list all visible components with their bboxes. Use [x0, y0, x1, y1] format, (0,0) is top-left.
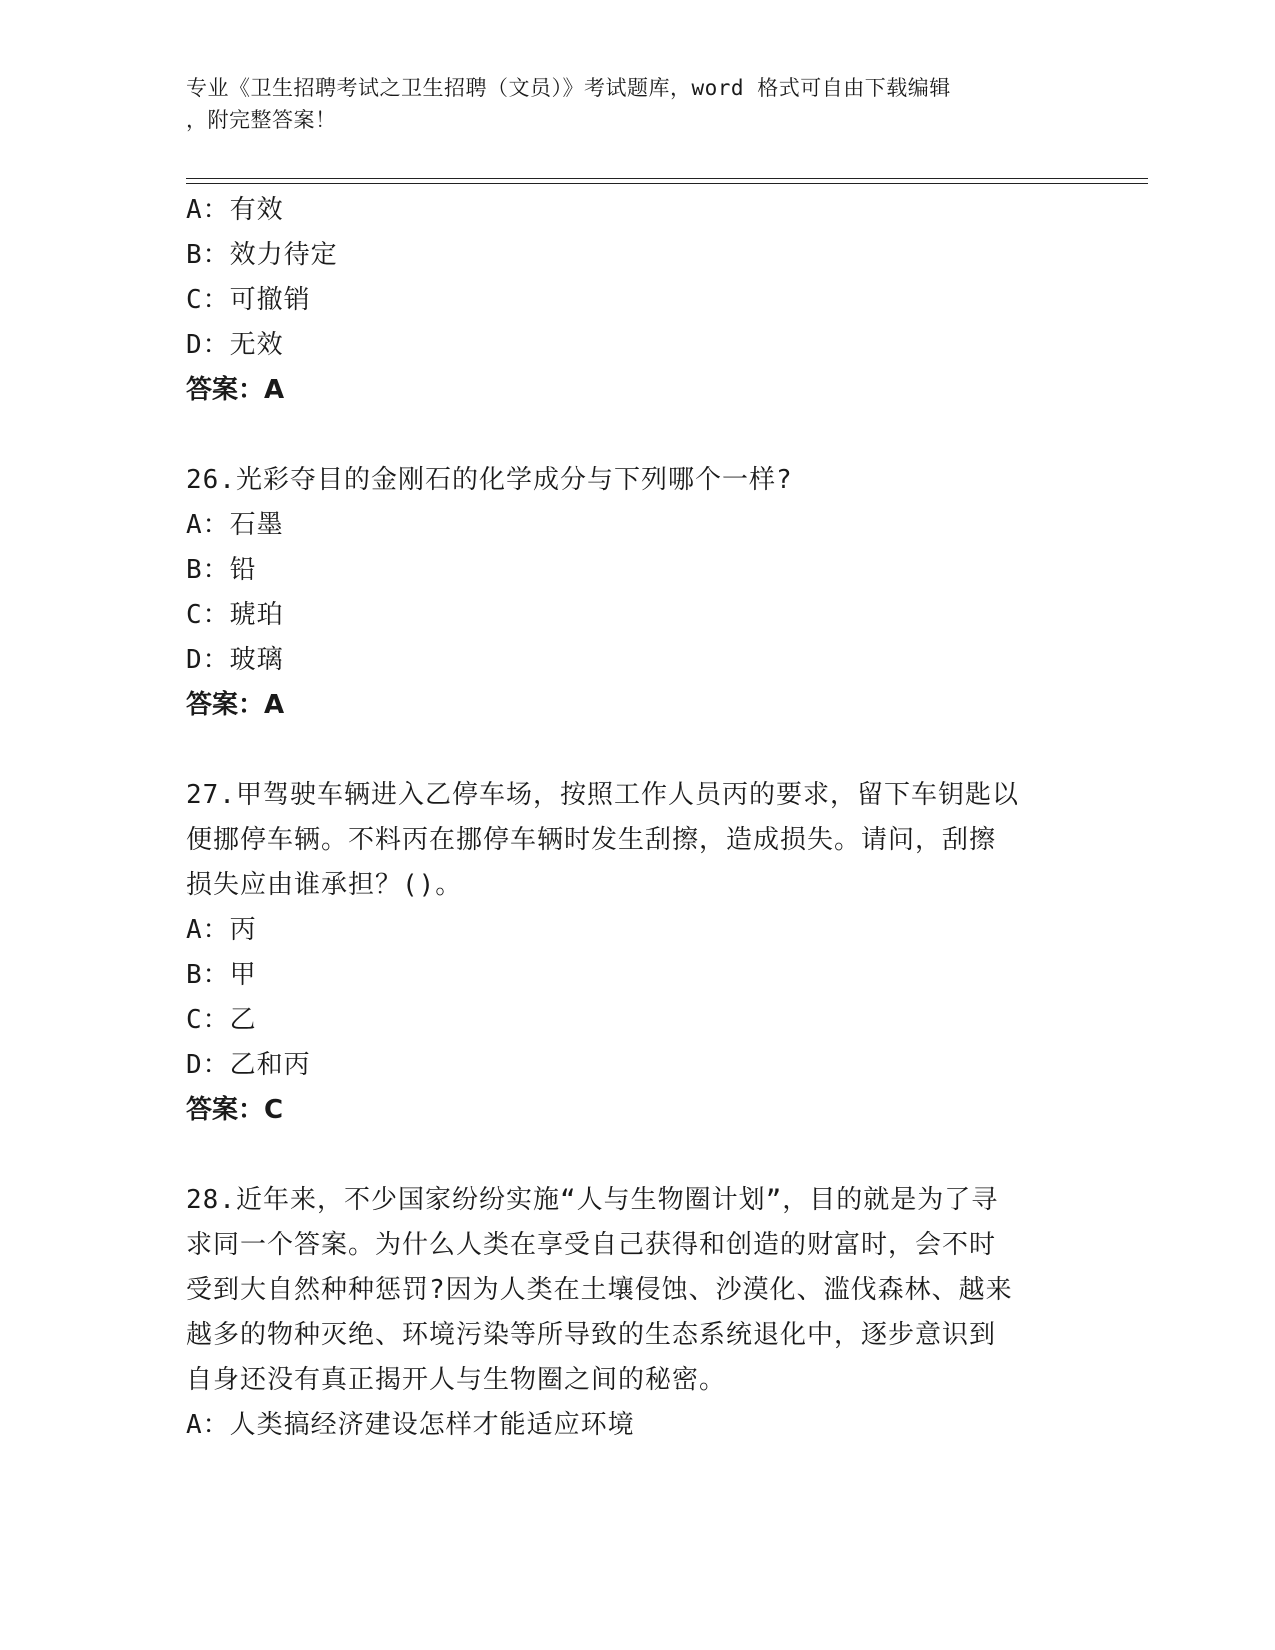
- header-divider-top: [186, 178, 1148, 179]
- question-25: [186, 188, 1086, 413]
- option-d: D：玻璃: [186, 645, 284, 675]
- header-line-1: 专业《卫生招聘考试之卫生招聘（文员）》考试题库，word 格式可自由下载编辑: [186, 76, 951, 100]
- question-26: [186, 458, 1086, 728]
- question-28: [186, 1178, 1086, 1448]
- question-text: 26.光彩夺目的金刚石的化学成分与下列哪个一样?: [186, 465, 793, 495]
- option-a: A：有效: [186, 195, 284, 225]
- header-divider-bottom: [186, 183, 1148, 184]
- header-line-2: ，附完整答案！: [186, 108, 337, 132]
- option-d: D：无效: [186, 330, 284, 360]
- answer: 答案：A: [186, 690, 285, 720]
- answer: 答案：A: [186, 375, 285, 405]
- answer: 答案：C: [186, 1095, 284, 1125]
- option-c: C：琥珀: [186, 600, 284, 630]
- option-b: B：铅: [186, 555, 257, 585]
- question-list: [186, 188, 1086, 1448]
- question-text-line-1: 28.近年来，不少国家纷纷实施“人与生物圈计划”，目的就是为了寻: [186, 1185, 999, 1215]
- question-text-line-3: 受到大自然种种惩罚?因为人类在土壤侵蚀、沙漠化、滥伐森林、越来: [186, 1275, 1013, 1305]
- option-b: B：甲: [186, 960, 257, 990]
- question-27: [186, 773, 1086, 1133]
- question-text-line-4: 越多的物种灭绝、环境污染等所导致的生态系统退化中，逐步意识到: [186, 1320, 997, 1350]
- option-b: B：效力待定: [186, 240, 338, 270]
- question-text-line-1: 27.甲驾驶车辆进入乙停车场，按照工作人员丙的要求，留下车钥匙以: [186, 780, 1019, 810]
- question-text-line-2: 求同一个答案。为什么人类在享受自己获得和创造的财富时，会不时: [186, 1230, 997, 1260]
- question-text-line-5: 自身还没有真正揭开人与生物圈之间的秘密。: [186, 1365, 727, 1395]
- option-d: D：乙和丙: [186, 1050, 311, 1080]
- document-header: [186, 72, 1066, 136]
- option-c: C：乙: [186, 1005, 257, 1035]
- option-a: A：人类搞经济建设怎样才能适应环境: [186, 1410, 635, 1440]
- option-a: A：丙: [186, 915, 257, 945]
- option-c: C：可撤销: [186, 285, 311, 315]
- question-text-line-2: 便挪停车辆。不料丙在挪停车辆时发生刮擦，造成损失。请问，刮擦: [186, 825, 997, 855]
- option-a: A：石墨: [186, 510, 284, 540]
- question-text-line-3: 损失应由谁承担？()。: [186, 870, 463, 900]
